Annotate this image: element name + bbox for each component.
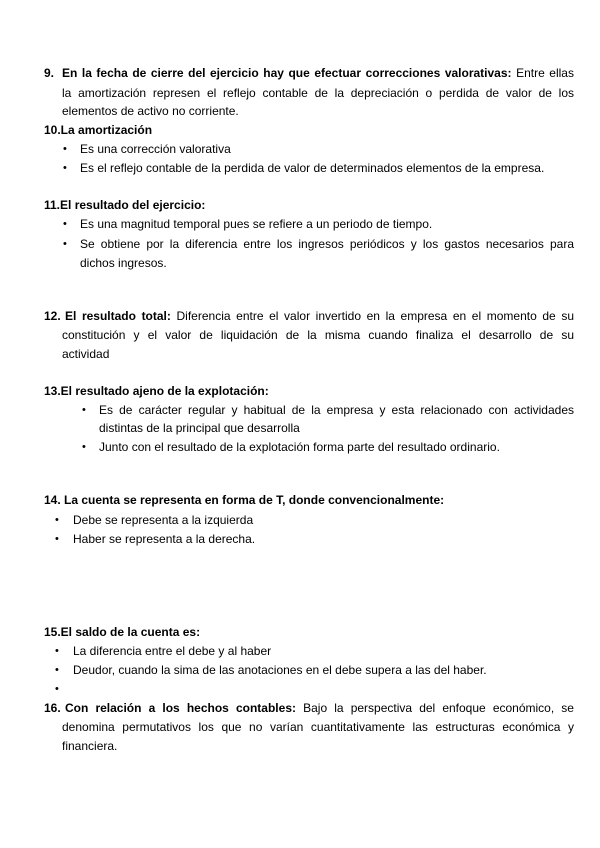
section-heading: 13.El resultado ajeno de la explotación: bbox=[44, 384, 269, 398]
item-text-line: denomina permutativos los que no varían cuantitativamente las estructuras económica y bbox=[62, 720, 574, 734]
item-text-line: elementos de activo no corriente. bbox=[62, 104, 239, 118]
section-heading: 14. La cuenta se representa en forma de T, donde convencionalmente: bbox=[44, 493, 445, 507]
bullet-icon: • bbox=[63, 238, 67, 250]
bullet-icon: • bbox=[55, 533, 59, 545]
item-text: Diferencia entre el valor invertido en la empresa en el momento de su bbox=[176, 309, 574, 323]
bullet-icon: • bbox=[82, 441, 86, 453]
bullet-text: Es de carácter regular y habitual de la empresa y esta relacionado con actividades bbox=[99, 403, 574, 417]
item-number: 9. bbox=[44, 66, 55, 80]
item-number: 12. bbox=[44, 309, 61, 323]
item-first-line bbox=[65, 699, 574, 717]
bullet-text: Junto con el resultado de la explotación forma parte del resultado ordinario. bbox=[99, 440, 500, 454]
section-heading: 11.El resultado del ejercicio: bbox=[44, 198, 206, 212]
item-text-line: constitución y el valor de liquidación de la misma cuando finaliza el desarrollo de su bbox=[62, 328, 574, 342]
bullet-icon: • bbox=[63, 162, 67, 174]
bullet-text: Haber se representa a la derecha. bbox=[73, 532, 256, 546]
section-heading: 15.El saldo de la cuenta es: bbox=[44, 625, 201, 639]
bullet-icon: • bbox=[55, 514, 59, 526]
bullet-icon: • bbox=[63, 218, 67, 230]
bullet-icon: • bbox=[55, 683, 59, 695]
item-first-line bbox=[65, 307, 574, 325]
bullet-text: Es una magnitud temporal pues se refiere a un periodo de tiempo. bbox=[80, 217, 433, 231]
item-lead: En la fecha de cierre del ejercicio hay que efectuar correcciones valorativas: bbox=[62, 66, 512, 80]
item-text-line: la amortización represen el reflejo contable de la depreciación o perdida de valor de los bbox=[62, 86, 574, 100]
bullet-text-continuation: distintas de la principal que desarrolla bbox=[99, 421, 300, 435]
bullet-text: Deudor, cuando la sima de las anotaciones en el debe supera a las del haber. bbox=[73, 663, 487, 677]
bullet-text: Es el reflejo contable de la perdida de valor de determinados elementos de la empresa. bbox=[80, 161, 545, 175]
item-first-line bbox=[62, 64, 574, 82]
bullet-text: Es una corrección valorativa bbox=[80, 142, 231, 156]
bullet-text: Debe se representa a la izquierda bbox=[73, 513, 254, 527]
item-text-line: actividad bbox=[62, 347, 110, 361]
item-number: 16. bbox=[44, 701, 61, 715]
section-heading: 10.La amortización bbox=[44, 123, 153, 137]
bullet-icon: • bbox=[82, 404, 86, 416]
item-text: Bajo la perspectiva del enfoque económico, se bbox=[303, 701, 574, 715]
item-text-line: financiera. bbox=[62, 739, 118, 753]
bullet-text: Se obtiene por la diferencia entre los ingresos periódicos y los gastos necesarios para bbox=[80, 237, 574, 251]
bullet-text: La diferencia entre el debe y al haber bbox=[73, 644, 272, 658]
item-lead: El resultado total: bbox=[65, 309, 171, 323]
bullet-text-continuation: dichos ingresos. bbox=[80, 256, 167, 270]
item-text: Entre ellas bbox=[516, 66, 574, 80]
bullet-icon: • bbox=[55, 664, 59, 676]
item-lead: Con relación a los hechos contables: bbox=[65, 701, 296, 715]
bullet-icon: • bbox=[55, 645, 59, 657]
bullet-icon: • bbox=[63, 143, 67, 155]
